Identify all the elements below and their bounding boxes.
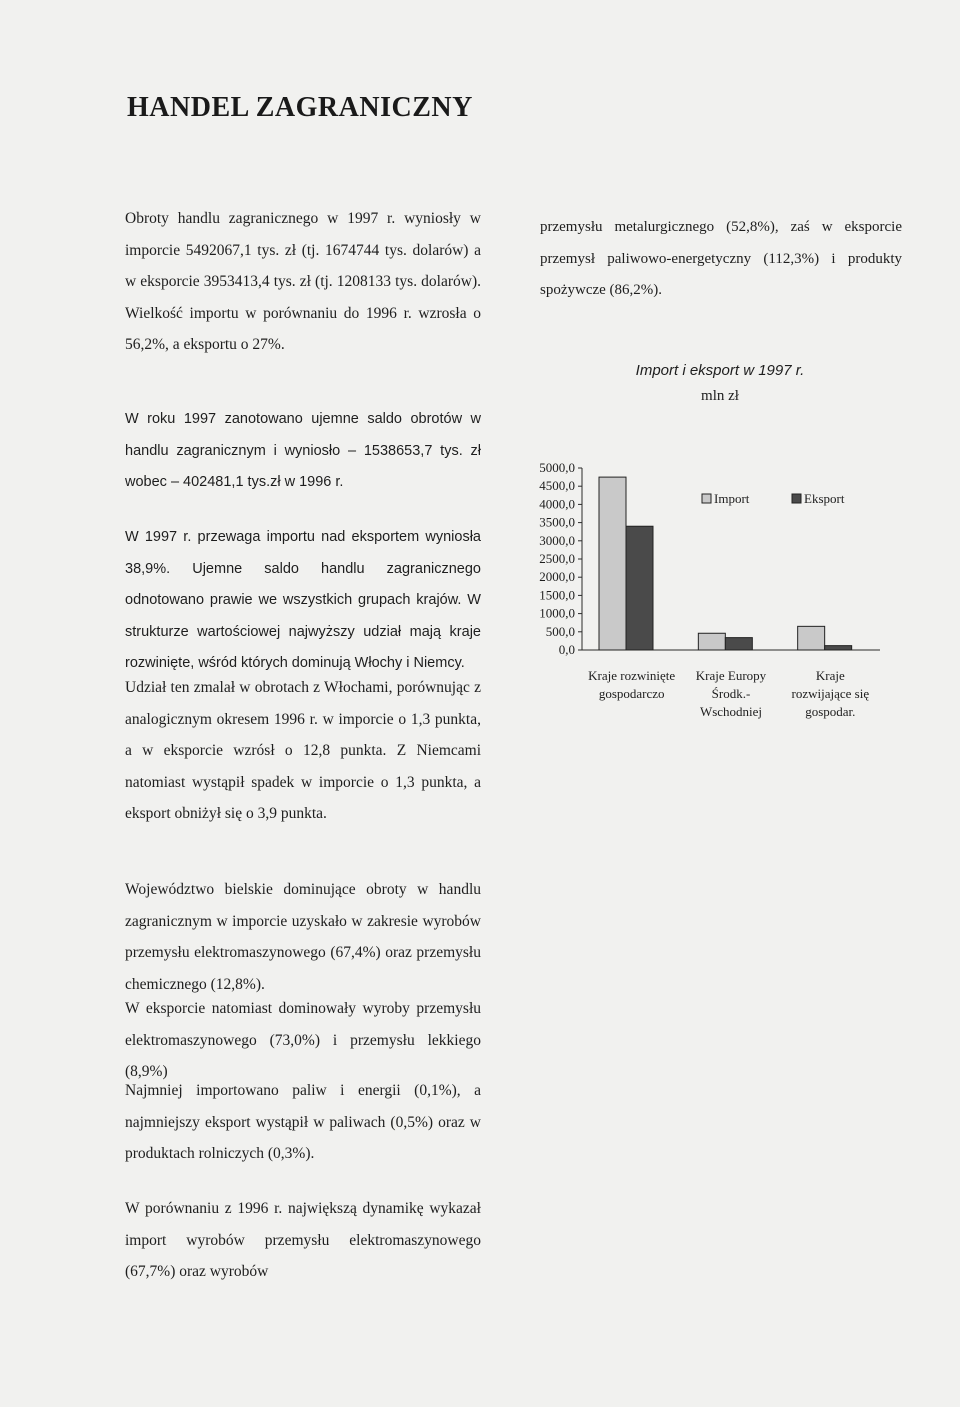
bar-import bbox=[698, 633, 725, 650]
legend-label: Eksport bbox=[804, 491, 845, 506]
bar-import bbox=[798, 626, 825, 650]
y-tick-label: 1500,0 bbox=[539, 587, 575, 603]
bar-eksport bbox=[825, 646, 852, 650]
y-tick-label: 5000,0 bbox=[539, 460, 575, 475]
y-tick-label: 1000,0 bbox=[539, 605, 575, 621]
category-label: Wschodniej bbox=[699, 704, 763, 719]
import-export-chart bbox=[520, 440, 900, 740]
paragraph-dynamics: W porównaniu z 1996 r. największą dynamikę wykazał import wyrobów przemysłu elektromaszynowego (67,7%) oraz wyrobów bbox=[125, 1200, 481, 1280]
y-tick-label: 2500,0 bbox=[539, 551, 575, 566]
bar-eksport bbox=[725, 638, 752, 650]
paragraph-trade-volume: Obroty handlu zagranicznego w 1997 r. wyniosły w imporcie 5492067,1 tys. zł (tj. 1674744 tys. dolarów) a w eksporcie 3953413,4 tys. zł (tj. 1208133 tys. dolarów). Wielkość importu w porównaniu do 1996 r. wzrosła o 56,2%, a eksportu o 27%. bbox=[125, 210, 481, 353]
category-label: Kraje Europy bbox=[695, 668, 767, 683]
paragraph-voivodeship-import: Województwo bielskie dominujące obroty w handlu zagranicznym w imporcie uzyskało w zakresie wyrobów przemysłu elektromaszynowego (67,4%) oraz przemysłu chemicznego (12,8%). bbox=[125, 881, 481, 993]
y-tick-label: 4500,0 bbox=[539, 478, 575, 494]
paragraph-import-advantage: W 1997 r. przewaga importu nad eksportem wyniosła 38,9%. Ujemne saldo handlu zagranicznego odnotowano prawie we wszystkich grupach krajów. W strukturze wartościowej najwyższy udział mają kraje rozwinięte, wśród których dominują Włochy i Niemcy. bbox=[125, 529, 481, 671]
legend-label: Import bbox=[714, 491, 750, 506]
category-label: gospodar. bbox=[805, 704, 856, 719]
legend-swatch bbox=[792, 494, 801, 503]
bar-import bbox=[599, 477, 626, 650]
y-tick-label: 0,0 bbox=[558, 642, 575, 657]
bar-eksport bbox=[626, 526, 653, 650]
chart-unit-label: mln zł bbox=[701, 388, 739, 404]
category-label: Kraje rozwinięte bbox=[588, 668, 676, 683]
y-tick-label: 4000,0 bbox=[539, 496, 575, 512]
legend-swatch bbox=[702, 494, 711, 503]
y-tick-label: 2000,0 bbox=[539, 569, 575, 585]
paragraph-negative-balance: W roku 1997 zanotowano ujemne saldo obrotów w handlu zagranicznym i wyniosło – 1538653,7 tys. zł wobec – 402481,1 tys.zł w 1996 r. bbox=[125, 411, 481, 490]
category-label: Środk.- bbox=[711, 686, 751, 701]
page-title: HANDEL ZAGRANICZNY bbox=[127, 92, 473, 123]
chart-title: Import i eksport w 1997 r. bbox=[635, 362, 805, 379]
category-label: rozwijające się bbox=[791, 686, 870, 701]
paragraph-export-structure: W eksporcie natomiast dominowały wyroby przemysłu elektromaszynowego (73,0%) i przemysłu lekkiego (8,9%) bbox=[125, 1000, 481, 1080]
y-tick-label: 3500,0 bbox=[539, 514, 575, 530]
paragraph-least-trade: Najmniej importowano paliw i energii (0,1%), a najmniejszy eksport wystąpił w paliwach (0,5%) oraz w produktach rolniczych (0,3%). bbox=[125, 1082, 481, 1162]
category-label: gospodarczo bbox=[598, 686, 665, 701]
paragraph-share-change: Udział ten zmalał w obrotach z Włochami, porównując z analogicznym okresem 1996 r. w imporcie o 1,3 punkta, a w eksporcie wzrósł o 12,8 punkta. Z Niemcami natomiast wystąpił spadek w imporcie o 1,3 punkta, a eksport obniżył się o 3,9 punkta. bbox=[125, 679, 481, 822]
y-tick-label: 500,0 bbox=[545, 623, 575, 639]
paragraph-continuation: przemysłu metalurgicznego (52,8%), zaś w eksporcie przemysł paliwowo-energetyczny (112,3%) i produkty spożywcze (86,2%). bbox=[540, 219, 902, 298]
category-label: Kraje bbox=[815, 668, 845, 683]
y-tick-label: 3000,0 bbox=[539, 532, 575, 548]
